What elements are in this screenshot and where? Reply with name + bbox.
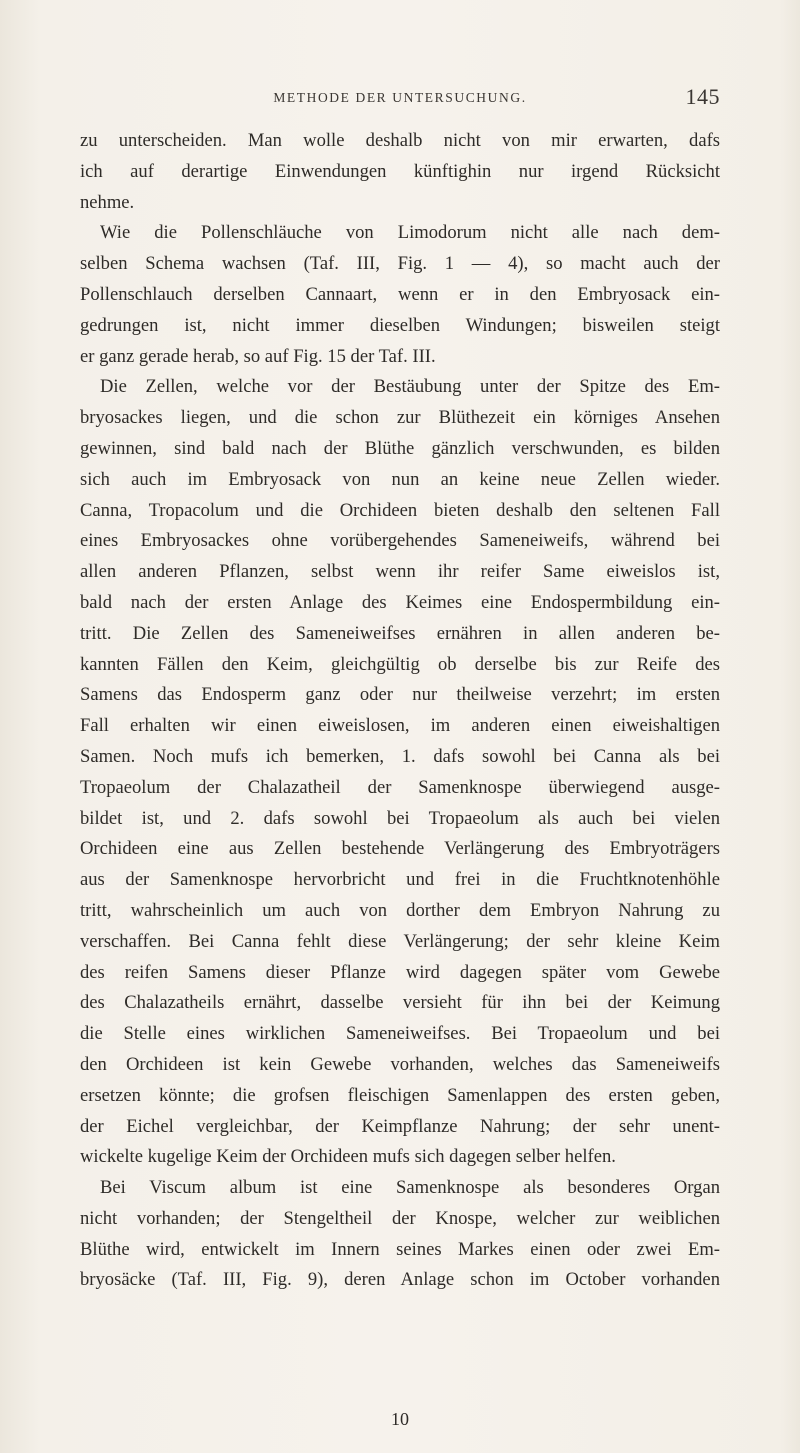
text-line: aus der Samenknospe hervorbricht und frei in die Fruchtknotenhöhle <box>80 869 720 891</box>
text-line: selben Schema wachsen (Taf. III, Fig. 1 — 4), so macht auch der <box>80 253 720 275</box>
text-line: tritt. Die Zellen des Sameneiweifses ernähren in allen anderen be- <box>80 622 720 644</box>
text-line: bildet ist, und 2. dafs sowohl bei Tropaeolum als auch bei vielen <box>80 807 720 829</box>
text-line: wickelte kugelige Keim der Orchideen mufs sich dagegen selber helfen. <box>80 1146 616 1168</box>
text-line: gewinnen, sind bald nach der Blüthe gänzlich verschwunden, es bilden <box>80 437 720 459</box>
text-line: sich auch im Embryosack von nun an keine neue Zellen wieder. <box>80 468 720 490</box>
text-line: Samen. Noch mufs ich bemerken, 1. dafs sowohl bei Canna als bei <box>80 745 720 767</box>
text-line: Blüthe wird, entwickelt im Innern seines Markes einen oder zwei Em- <box>80 1238 720 1260</box>
text-line: bryosäcke (Taf. III, Fig. 9), deren Anlage schon im October vorhanden <box>80 1269 720 1291</box>
running-title: METHODE DER UNTERSUCHUNG. <box>273 90 527 105</box>
text-line: ersetzen könnte; die grofsen fleischigen Samenlappen des ersten geben, <box>80 1084 720 1106</box>
text-line: Bei Viscum album ist eine Samenknospe als besonderes Organ <box>100 1177 720 1199</box>
text-line: kannten Fällen den Keim, gleichgültig ob derselbe bis zur Reife des <box>80 653 720 675</box>
text-line: ich auf derartige Einwendungen künftighin nur irgend Rücksicht <box>80 160 720 182</box>
text-line: des reifen Samens dieser Pflanze wird dagegen später vom Gewebe <box>80 961 720 983</box>
signature-mark: 10 <box>391 1409 409 1429</box>
text-line: Fall erhalten wir einen eiweislosen, im anderen einen eiweishaltigen <box>80 715 720 737</box>
text-line: gedrungen ist, nicht immer dieselben Windungen; bisweilen steigt <box>80 314 720 336</box>
text-line: tritt, wahrscheinlich um auch von dorther dem Embryon Nahrung zu <box>80 899 720 921</box>
text-line: er ganz gerade herab, so auf Fig. 15 der Taf. III. <box>80 345 436 367</box>
body-text <box>80 126 720 1296</box>
text-line: Tropaeolum der Chalazatheil der Samenknospe überwiegend ausge- <box>80 776 720 798</box>
text-line: nehme. <box>80 191 135 213</box>
text-line: Wie die Pollenschläuche von Limodorum nicht alle nach dem- <box>100 222 720 244</box>
text-line: des Chalazatheils ernährt, dasselbe versieht für ihn bei der Keimung <box>80 992 720 1014</box>
text-line: der Eichel vergleichbar, der Keimpflanze Nahrung; der sehr unent- <box>80 1115 720 1137</box>
text-line: allen anderen Pflanzen, selbst wenn ihr reifer Same eiweislos ist, <box>80 561 720 583</box>
text-line: eines Embryosackes ohne vorübergehendes Sameneiweifs, während bei <box>80 530 720 552</box>
page-number: 145 <box>685 84 720 109</box>
text-line: Pollenschlauch derselben Cannaart, wenn er in den Embryosack ein- <box>80 283 720 305</box>
running-head <box>0 84 800 114</box>
text-line: nicht vorhanden; der Stengeltheil der Knospe, welcher zur weiblichen <box>80 1207 720 1229</box>
text-line: bryosackes liegen, und die schon zur Blüthezeit ein körniges Ansehen <box>80 407 720 429</box>
text-line: Canna, Tropacolum und die Orchideen bieten deshalb den seltenen Fall <box>80 499 720 521</box>
text-line: den Orchideen ist kein Gewebe vorhanden, welches das Sameneiweifs <box>80 1053 720 1075</box>
text-line: die Stelle eines wirklichen Sameneiweifses. Bei Tropaeolum und bei <box>80 1023 720 1045</box>
text-line: bald nach der ersten Anlage des Keimes eine Endospermbildung ein- <box>80 591 720 613</box>
text-line: zu unterscheiden. Man wolle deshalb nicht von mir erwarten, dafs <box>80 130 720 151</box>
text-line: Orchideen eine aus Zellen bestehende Verlängerung des Embryoträgers <box>80 838 720 860</box>
text-line: Die Zellen, welche vor der Bestäubung unter der Spitze des Em- <box>100 376 720 398</box>
text-line: Samens das Endosperm ganz oder nur theilweise verzehrt; im ersten <box>80 684 720 706</box>
text-line: verschaffen. Bei Canna fehlt diese Verlängerung; der sehr kleine Keim <box>80 930 720 952</box>
